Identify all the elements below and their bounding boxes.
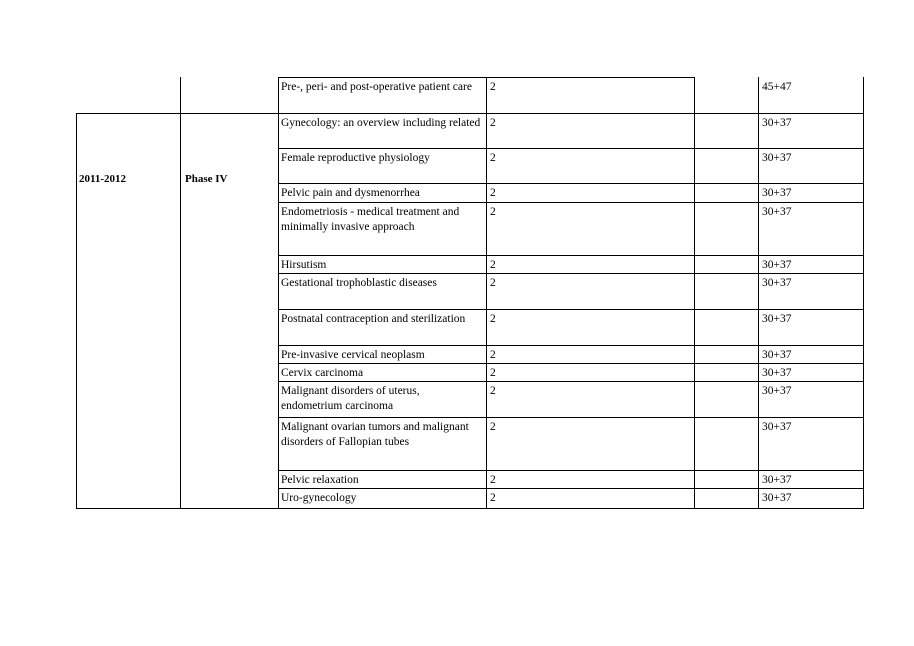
- value-cell: 2: [490, 474, 496, 486]
- grid-line: [278, 77, 694, 78]
- value-cell: 2: [490, 313, 496, 325]
- topic-cell: Female reproductive physiology: [281, 152, 430, 164]
- hours-cell: 30+37: [762, 259, 792, 271]
- grid-line: [278, 255, 864, 256]
- grid-line: [278, 345, 864, 346]
- topic-cell: Pre-, peri- and post-operative patient care: [281, 81, 472, 93]
- grid-line: [758, 77, 759, 509]
- grid-line: [863, 77, 864, 509]
- topic-cell: Uro-gynecology: [281, 492, 357, 504]
- topic-cell: Pre-invasive cervical neoplasm: [281, 349, 425, 361]
- hours-cell: 30+37: [762, 385, 792, 397]
- grid-line: [76, 508, 864, 509]
- grid-line: [76, 113, 77, 509]
- value-cell: 2: [490, 492, 496, 504]
- grid-line: [694, 77, 695, 509]
- value-cell: 2: [490, 385, 496, 397]
- hours-cell: 30+37: [762, 277, 792, 289]
- hours-cell: 30+37: [762, 474, 792, 486]
- grid-line: [278, 202, 864, 203]
- curriculum-table: [76, 77, 864, 509]
- value-cell: 2: [490, 206, 496, 218]
- grid-line: [180, 77, 181, 509]
- topic-cell: Endometriosis - medical treatment and minimally invasive approach: [281, 206, 460, 233]
- hours-cell: 30+37: [762, 492, 792, 504]
- topic-cell: Cervix carcinoma: [281, 367, 364, 379]
- grid-line: [278, 309, 864, 310]
- hours-cell: 30+37: [762, 152, 792, 164]
- grid-line: [278, 488, 864, 489]
- value-cell: 2: [490, 117, 496, 129]
- value-cell: 2: [490, 259, 496, 271]
- grid-line: [278, 363, 864, 364]
- topic-cell: Malignant disorders of uterus, endometrium carcinoma: [281, 385, 420, 412]
- topic-cell: Gestational trophoblastic diseases: [281, 277, 437, 289]
- hours-cell: 30+37: [762, 313, 792, 325]
- hours-cell: 30+37: [762, 367, 792, 379]
- topic-cell: Pelvic pain and dysmenorrhea: [281, 187, 420, 199]
- grid-line: [278, 77, 279, 509]
- grid-line: [486, 77, 487, 509]
- grid-line: [76, 113, 864, 114]
- value-cell: 2: [490, 81, 496, 93]
- topic-cell: Gynecology: an overview including related: [281, 117, 481, 129]
- hours-cell: 45+47: [762, 81, 792, 93]
- hours-cell: 30+37: [762, 349, 792, 361]
- value-cell: 2: [490, 349, 496, 361]
- value-cell: 2: [490, 152, 496, 164]
- grid-line: [278, 470, 864, 471]
- topic-cell: Pelvic relaxation: [281, 474, 359, 486]
- grid-line: [278, 183, 864, 184]
- value-cell: 2: [490, 421, 496, 433]
- academic-year: 2011-2012: [79, 173, 127, 185]
- hours-cell: 30+37: [762, 117, 792, 129]
- value-cell: 2: [490, 277, 496, 289]
- grid-line: [278, 381, 864, 382]
- hours-cell: 30+37: [762, 206, 792, 218]
- value-cell: 2: [490, 187, 496, 199]
- topic-cell: Hirsutism: [281, 259, 327, 271]
- phase-label: Phase IV: [185, 173, 228, 185]
- topic-cell: Malignant ovarian tumors and malignant disorders of Fallopian tubes: [281, 421, 469, 448]
- grid-line: [278, 273, 864, 274]
- grid-line: [278, 417, 864, 418]
- grid-line: [278, 148, 864, 149]
- topic-cell: Postnatal contraception and sterilization: [281, 313, 466, 325]
- hours-cell: 30+37: [762, 421, 792, 433]
- hours-cell: 30+37: [762, 187, 792, 199]
- value-cell: 2: [490, 367, 496, 379]
